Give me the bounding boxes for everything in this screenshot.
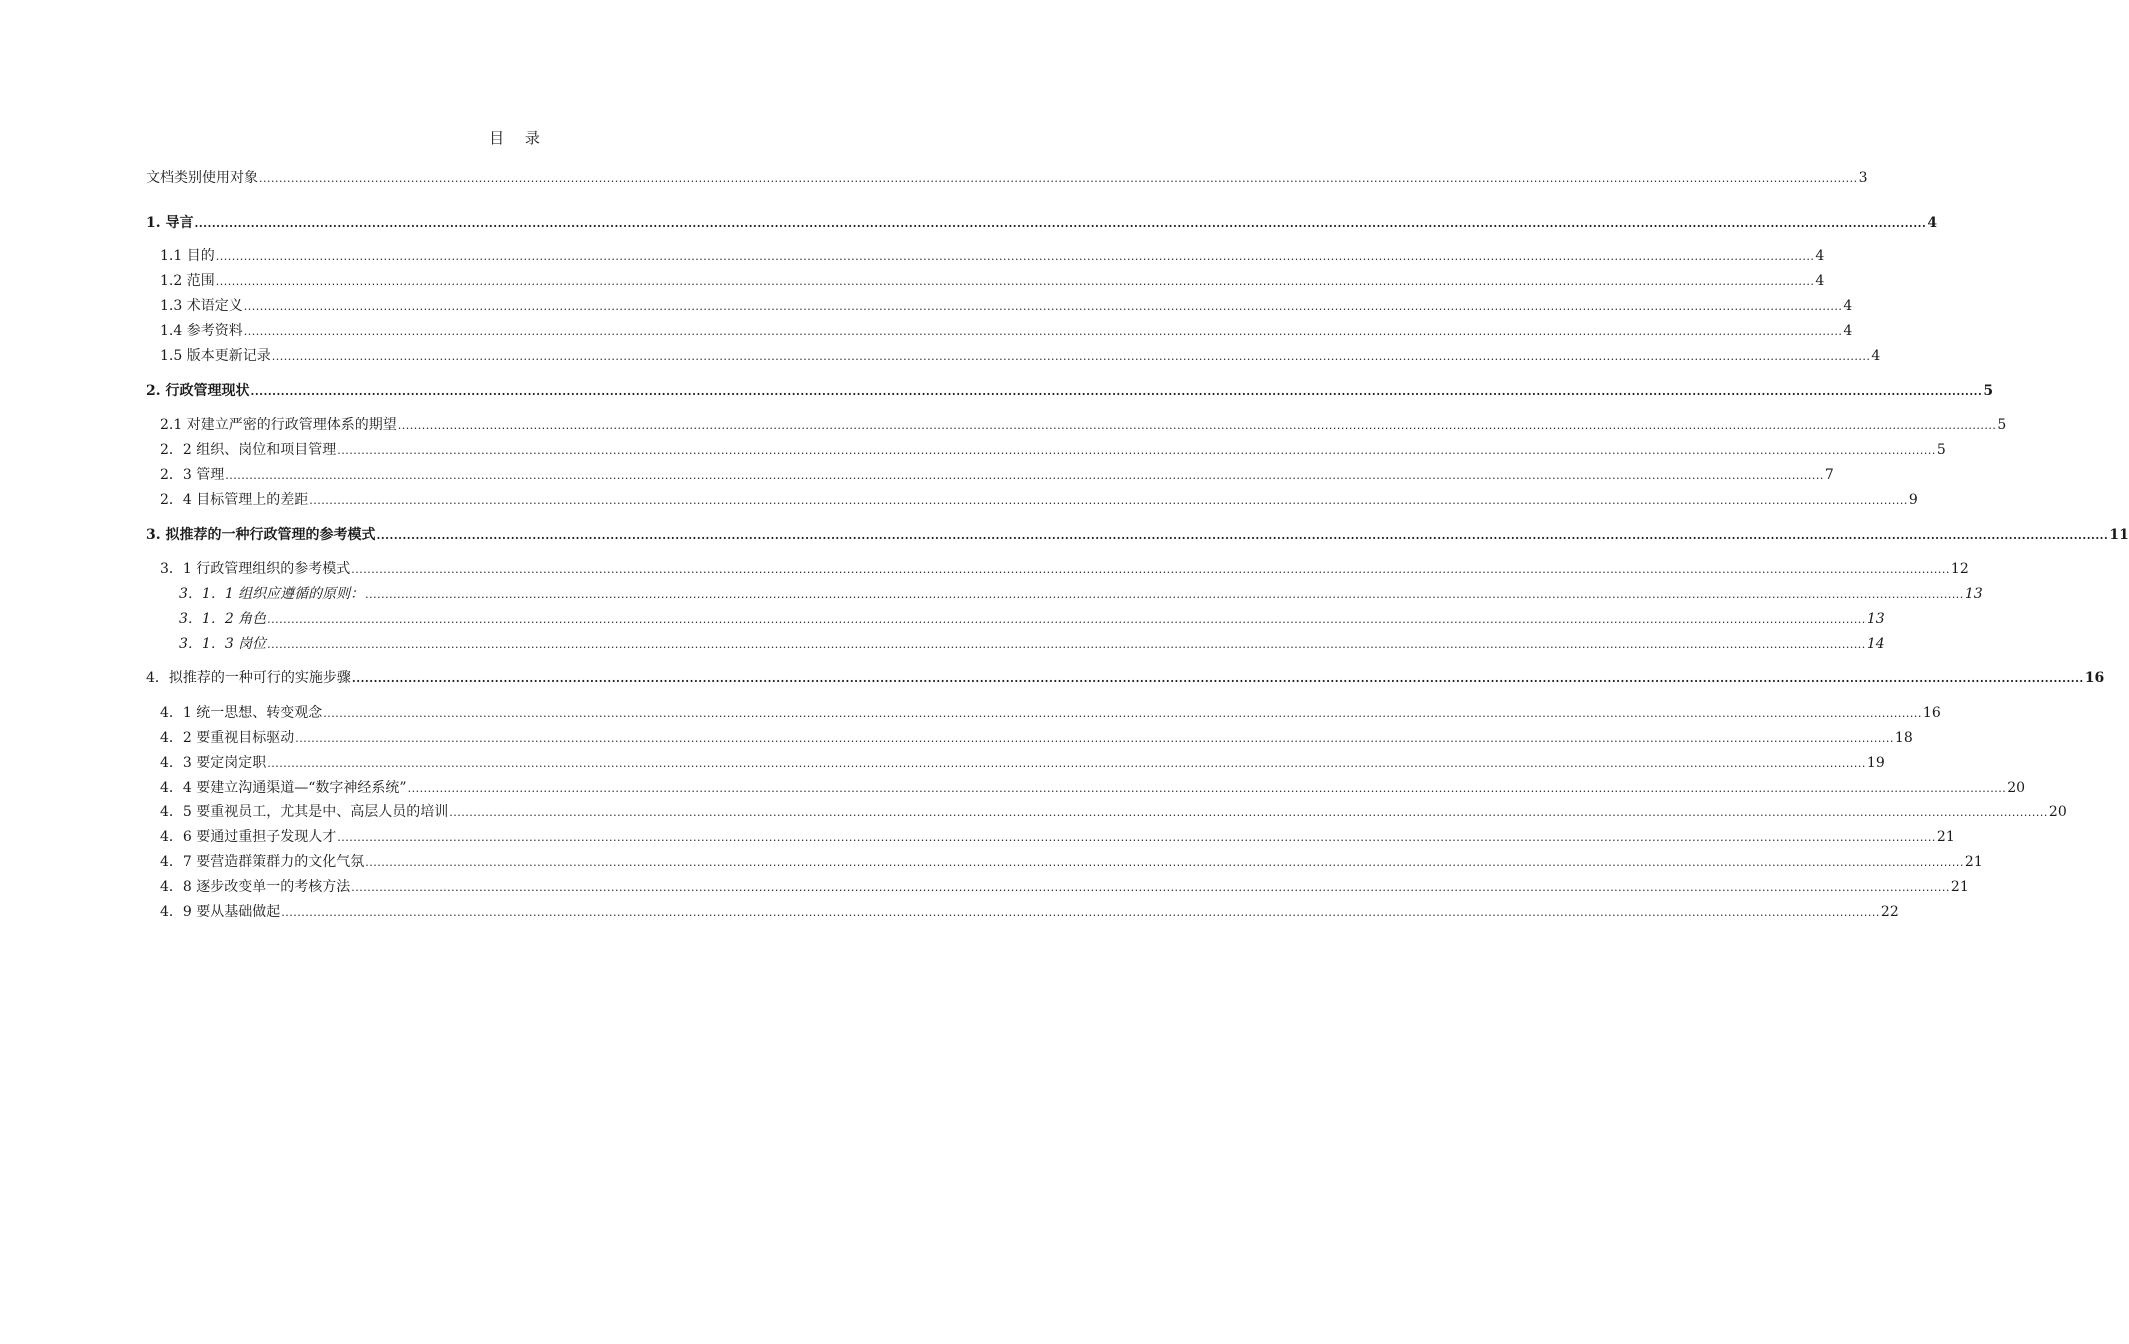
toc-entry-page: 9 <box>1908 492 1918 508</box>
toc-entry-page: 13 <box>1964 586 1983 602</box>
toc-entry-title: 4．8 逐步改变单一的考核方法 <box>160 879 351 895</box>
dot-leader: ................................................................................................................................................................................................................................................................................................................................................................................................................ <box>337 831 1936 844</box>
dot-leader: ................................................................................................................................................................................................................................................................................................................................................................................................................ <box>407 782 2007 795</box>
dot-leader: ................................................................................................................................................................................................................................................................................................................................................................................................................ <box>351 563 1950 576</box>
dot-leader: ................................................................................................................................................................................................................................................................................................................................................................................................................ <box>323 707 1922 720</box>
dot-leader: ................................................................................................................................................................................................................................................................................................................................................................................................................ <box>351 672 2084 685</box>
toc-entry[interactable] <box>0 899 1899 921</box>
dot-leader: ................................................................................................................................................................................................................................................................................................................................................................................................................ <box>309 494 1908 507</box>
toc-entry-page: 16 <box>1922 705 1941 721</box>
toc-entry-page: 5 <box>1997 417 2007 433</box>
toc-entry[interactable] <box>0 293 1853 315</box>
dot-leader: ................................................................................................................................................................................................................................................................................................................................................................................................................ <box>351 881 1950 894</box>
toc-entry[interactable] <box>0 437 1946 459</box>
dot-leader: ................................................................................................................................................................................................................................................................................................................................................................................................................ <box>194 217 1927 230</box>
toc-entry[interactable] <box>0 487 1918 509</box>
dot-leader: ................................................................................................................................................................................................................................................................................................................................................................................................................ <box>449 806 2048 819</box>
toc-entry[interactable] <box>0 874 1969 896</box>
toc-entry[interactable] <box>0 462 1834 484</box>
toc-entry-page: 13 <box>1866 611 1885 627</box>
toc-entry-page: 22 <box>1880 904 1899 920</box>
toc-entry[interactable] <box>0 606 1885 628</box>
toc-entry-title: 2．3 管理 <box>160 467 225 483</box>
toc-entry[interactable] <box>0 849 1983 871</box>
toc-entry-title: 3．1．3 岗位 <box>179 636 267 652</box>
toc-entry[interactable] <box>0 556 1969 578</box>
toc-entry-title: 2．4 目标管理上的差距 <box>160 492 309 508</box>
toc-entry-page: 21 <box>1936 829 1955 845</box>
toc-entry-page: 5 <box>1983 383 1994 399</box>
toc-entry[interactable] <box>0 165 1868 187</box>
toc-entry-page: 18 <box>1894 730 1913 746</box>
toc-entry[interactable] <box>0 725 1913 747</box>
dot-leader: ................................................................................................................................................................................................................................................................................................................................................................................................................ <box>243 325 1843 338</box>
dot-leader: ................................................................................................................................................................................................................................................................................................................................................................................................................ <box>281 906 1880 919</box>
toc-entry-page: 12 <box>1950 561 1969 577</box>
toc-entry-title: 4．3 要定岗定职 <box>160 755 267 771</box>
toc-entry-title: 3．1 行政管理组织的参考模式 <box>160 561 351 577</box>
toc-entry-title: 4．9 要从基础做起 <box>160 904 281 920</box>
toc-entry[interactable] <box>0 243 1825 265</box>
toc-entry[interactable] <box>0 665 2105 687</box>
toc-entry-page: 4 <box>1843 323 1853 339</box>
toc-entry[interactable] <box>0 268 1825 290</box>
toc-entry-title: 4．5 要重视员工，尤其是中、高层人员的培训 <box>160 804 449 820</box>
dot-leader: ................................................................................................................................................................................................................................................................................................................................................................................................................ <box>267 638 1866 651</box>
toc-entry-title: 4．4 要建立沟通渠道—“数字神经系统” <box>160 780 407 796</box>
toc-entry-page: 3 <box>1858 170 1868 186</box>
dot-leader: ................................................................................................................................................................................................................................................................................................................................................................................................................ <box>397 419 1997 432</box>
toc-entry[interactable] <box>0 412 2007 434</box>
toc-entry-page: 20 <box>2007 780 2026 796</box>
dot-leader: ................................................................................................................................................................................................................................................................................................................................................................................................................ <box>267 757 1866 770</box>
toc-entry[interactable] <box>0 775 2026 797</box>
toc-entry-title: 1.4 参考资料 <box>160 323 243 339</box>
toc-entry-title: 1.2 范围 <box>160 273 215 289</box>
dot-leader: ................................................................................................................................................................................................................................................................................................................................................................................................................ <box>215 275 1815 288</box>
toc-entry-page: 4 <box>1815 273 1825 289</box>
toc-entry-title: 4．7 要营造群策群力的文化气氛 <box>160 854 365 870</box>
toc-entry-title: 3．1．1 组织应遵循的原则： <box>179 586 365 602</box>
toc-entry-page: 11 <box>2109 527 2129 543</box>
toc-entry-title: 1. 导言 <box>146 215 194 231</box>
dot-leader: ................................................................................................................................................................................................................................................................................................................................................................................................................ <box>365 588 1964 601</box>
toc-entry[interactable] <box>0 210 1938 232</box>
dot-leader: ................................................................................................................................................................................................................................................................................................................................................................................................................ <box>376 529 2109 542</box>
dot-leader: ................................................................................................................................................................................................................................................................................................................................................................................................................ <box>250 385 1983 398</box>
toc-entry-page: 7 <box>1824 467 1834 483</box>
toc-entry-title: 2.1 对建立严密的行政管理体系的期望 <box>160 417 397 433</box>
toc-entry-page: 4 <box>1927 215 1938 231</box>
toc-entry-title: 文档类别使用对象 <box>146 170 258 186</box>
toc-entry[interactable] <box>0 581 1983 603</box>
dot-leader: ................................................................................................................................................................................................................................................................................................................................................................................................................ <box>259 172 1858 185</box>
toc-entry-page: 4 <box>1871 348 1881 364</box>
dot-leader: ................................................................................................................................................................................................................................................................................................................................................................................................................ <box>365 856 1964 869</box>
toc-entry-page: 16 <box>2084 670 2105 686</box>
dot-leader: ................................................................................................................................................................................................................................................................................................................................................................................................................ <box>267 613 1866 626</box>
toc-entry-page: 20 <box>2048 804 2067 820</box>
toc-entry[interactable] <box>0 522 2129 544</box>
dot-leader: ................................................................................................................................................................................................................................................................................................................................................................................................................ <box>243 300 1843 313</box>
toc-entry-page: 21 <box>1964 854 1983 870</box>
toc-entry[interactable] <box>0 343 1881 365</box>
toc-entry-page: 5 <box>1936 442 1946 458</box>
toc-entry-title: 1.3 术语定义 <box>160 298 243 314</box>
dot-leader: ................................................................................................................................................................................................................................................................................................................................................................................................................ <box>295 732 1894 745</box>
dot-leader: ................................................................................................................................................................................................................................................................................................................................................................................................................ <box>271 350 1871 363</box>
toc-entry-title: 3. 拟推荐的一种行政管理的参考模式 <box>146 527 376 543</box>
dot-leader: ................................................................................................................................................................................................................................................................................................................................................................................................................ <box>337 444 1936 457</box>
toc-entry[interactable] <box>0 750 1885 772</box>
toc-entry-title: 4．2 要重视目标驱动 <box>160 730 295 746</box>
dot-leader: ................................................................................................................................................................................................................................................................................................................................................................................................................ <box>225 469 1824 482</box>
toc-entry[interactable] <box>0 318 1853 340</box>
toc-entry[interactable] <box>0 700 1941 722</box>
toc-entry-page: 19 <box>1866 755 1885 771</box>
toc-entry-title: 1.5 版本更新记录 <box>160 348 271 364</box>
toc-entry-title: 4．6 要通过重担子发现人才 <box>160 829 337 845</box>
toc-entry-page: 14 <box>1866 636 1885 652</box>
toc-entry[interactable] <box>0 378 1994 400</box>
toc-entry-page: 21 <box>1950 879 1969 895</box>
toc-entry[interactable] <box>0 824 1955 846</box>
toc-entry-page: 4 <box>1843 298 1853 314</box>
toc-entry-title: 1.1 目的 <box>160 248 215 264</box>
page-title: 目 录 <box>489 129 548 147</box>
toc-entry-page: 4 <box>1815 248 1825 264</box>
toc-entry-title: 4．1 统一思想、转变观念 <box>160 705 323 721</box>
toc-entry-title: 2. 行政管理现状 <box>146 383 250 399</box>
toc-entry[interactable] <box>0 799 2067 821</box>
toc-entry-title: 3．1．2 角色 <box>179 611 267 627</box>
toc-entry-title: 4．拟推荐的一种可行的实施步骤 <box>146 670 351 686</box>
toc-entry-title: 2．2 组织、岗位和项目管理 <box>160 442 337 458</box>
toc-entry[interactable] <box>0 631 1885 653</box>
dot-leader: ................................................................................................................................................................................................................................................................................................................................................................................................................ <box>215 250 1815 263</box>
